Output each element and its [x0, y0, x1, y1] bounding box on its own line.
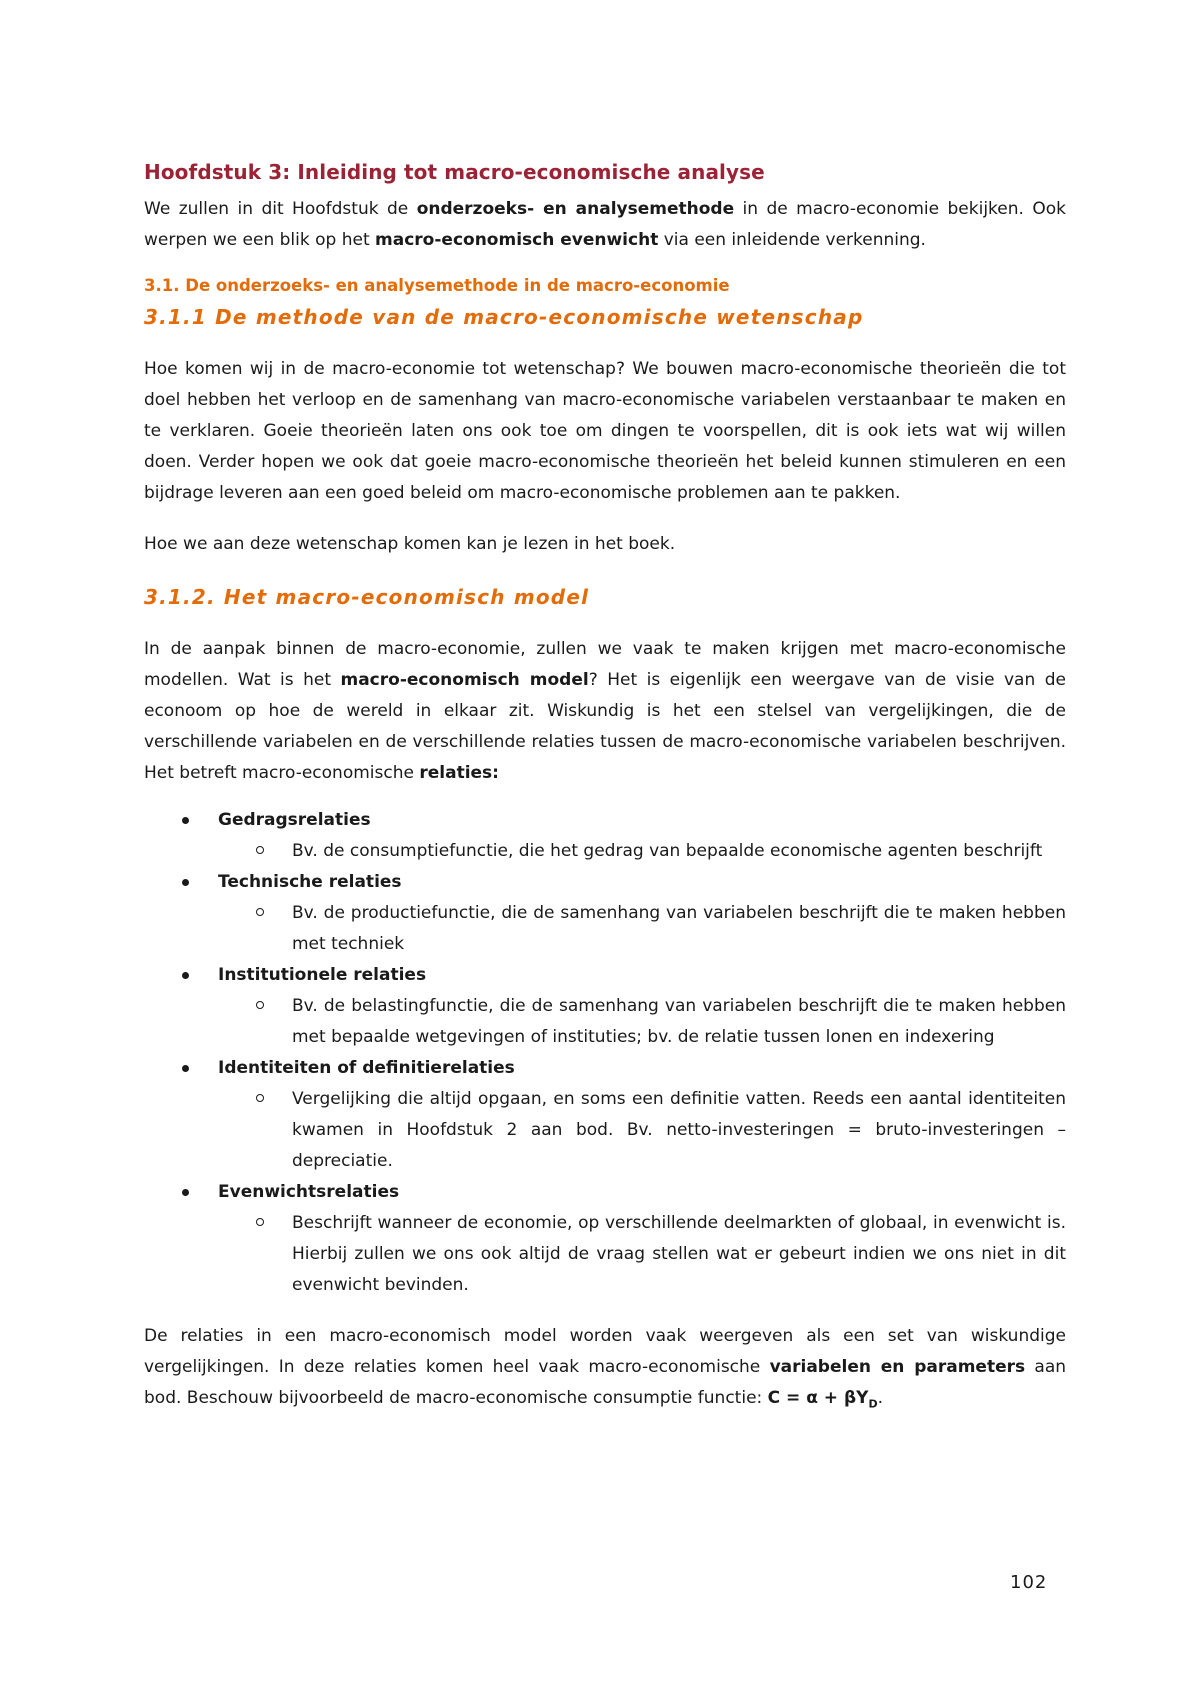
bullet-icon — [182, 972, 189, 979]
circle-bullet-icon — [256, 1094, 264, 1102]
body-paragraph-2: Hoe we aan deze wetenschap komen kan je lezen in het boek. — [144, 534, 676, 554]
list-item: Institutionele relaties Bv. de belastingfunctie, die de samenhang van variabelen beschrijft die te maken hebben met bepaalde wetgevingen of instituties; bv. de relatie tussen lonen en indexering — [144, 960, 1066, 1053]
circle-bullet-icon — [256, 908, 264, 916]
body-paragraph-1: Hoe komen wij in de macro-economie tot wetenschap? We bouwen macro-economische theorieën die tot doel hebben het verloop en de samenhang van macro-economische variabelen verstaanbaar te maken en te verklaren. Goeie theorieën laten ons ook toe om dingen te voorspellen, dit is ook iets wat wij willen doen. Verder hopen we ook dat goeie macro-economische theorieën het beleid kunnen stimuleren en een bijdrage leveren aan een goed beleid om macro-economische problemen aan te pakken. — [144, 359, 1066, 503]
list-item: Identiteiten of definitierelaties Vergelijking die altijd opgaan, en soms een definitie vatten. Reeds een aantal identiteiten kwamen in Hoofdstuk 2 aan bod. Bv. netto-investeringen = bruto-investeringen – depreciatie. — [144, 1053, 1066, 1177]
bullet-icon — [182, 879, 189, 886]
intro-paragraph: We zullen in dit Hoofdstuk de onderzoeks- en analysemethode in de macro-economie bekijken. Ook werpen we een blik op het macro-economisch evenwicht via een inleidende verkenning. — [144, 199, 1066, 250]
circle-bullet-icon — [256, 846, 264, 854]
list-item: Evenwichtsrelaties Beschrijft wanneer de economie, op verschillende deelmarkten of globaal, in evenwicht is. Hierbij zullen we ons ook altijd de vraag stellen wat er gebeurt indien we ons niet in dit evenwicht bevinden. — [144, 1177, 1066, 1301]
body-paragraph-4: De relaties in een macro-economisch model worden vaak weergeven als een set van wiskundige vergelijkingen. In deze relaties komen heel vaak macro-economische variabelen en parameters aan bod. Beschouw bijvoorbeeld de macro-economische consumptie functie: $C = \alpha + \beta Y_D$. — [144, 1326, 1067, 1411]
list-item: Technische relaties Bv. de productiefunctie, die de samenhang van variabelen beschrijft die te maken hebben met techniek — [144, 867, 1066, 960]
bullet-icon — [182, 1189, 189, 1196]
intro-bold-equilibrium: macro-economisch evenwicht — [375, 230, 659, 250]
intro-bold-method: onderzoeks- en analysemethode — [416, 199, 735, 219]
subsection-heading-2: 3.1.2. Het macro-economisch model — [144, 585, 590, 609]
subsection-heading-1: 3.1.1 De methode van de macro-economische wetenschap — [144, 305, 864, 329]
page-number: 102 — [1010, 1572, 1048, 1593]
document-page — [144, 160, 1066, 1419]
chapter-title: Hoofdstuk 3: Inleiding tot macro-economische analyse — [144, 160, 765, 184]
circle-bullet-icon — [256, 1218, 264, 1226]
body-paragraph-3: In de aanpak binnen de macro-economie, zullen we vaak te maken krijgen met macro-economische modellen. Wat is het macro-economisch model? Het is eigenlijk een weergave van de visie van de econoom op hoe de wereld in elkaar zit. Wiskundig is het een stelsel van vergelijkingen, die de verschillende variabelen en de verschillende relaties tussen de macro-economische variabelen beschrijven. Het betreft macro-economische relaties: — [144, 639, 1066, 783]
circle-bullet-icon — [256, 1001, 264, 1009]
consumption-formula: $C = \alpha + \beta Y_D$ — [767, 1388, 878, 1411]
list-item: Gedragsrelaties Bv. de consumptiefunctie, die het gedrag van bepaalde economische agenten beschrijft — [144, 805, 1066, 867]
relations-list — [144, 805, 1066, 1301]
bullet-icon — [182, 1065, 189, 1072]
bullet-icon — [182, 817, 189, 824]
section-heading: 3.1. De onderzoeks- en analysemethode in de macro-economie — [144, 276, 730, 295]
